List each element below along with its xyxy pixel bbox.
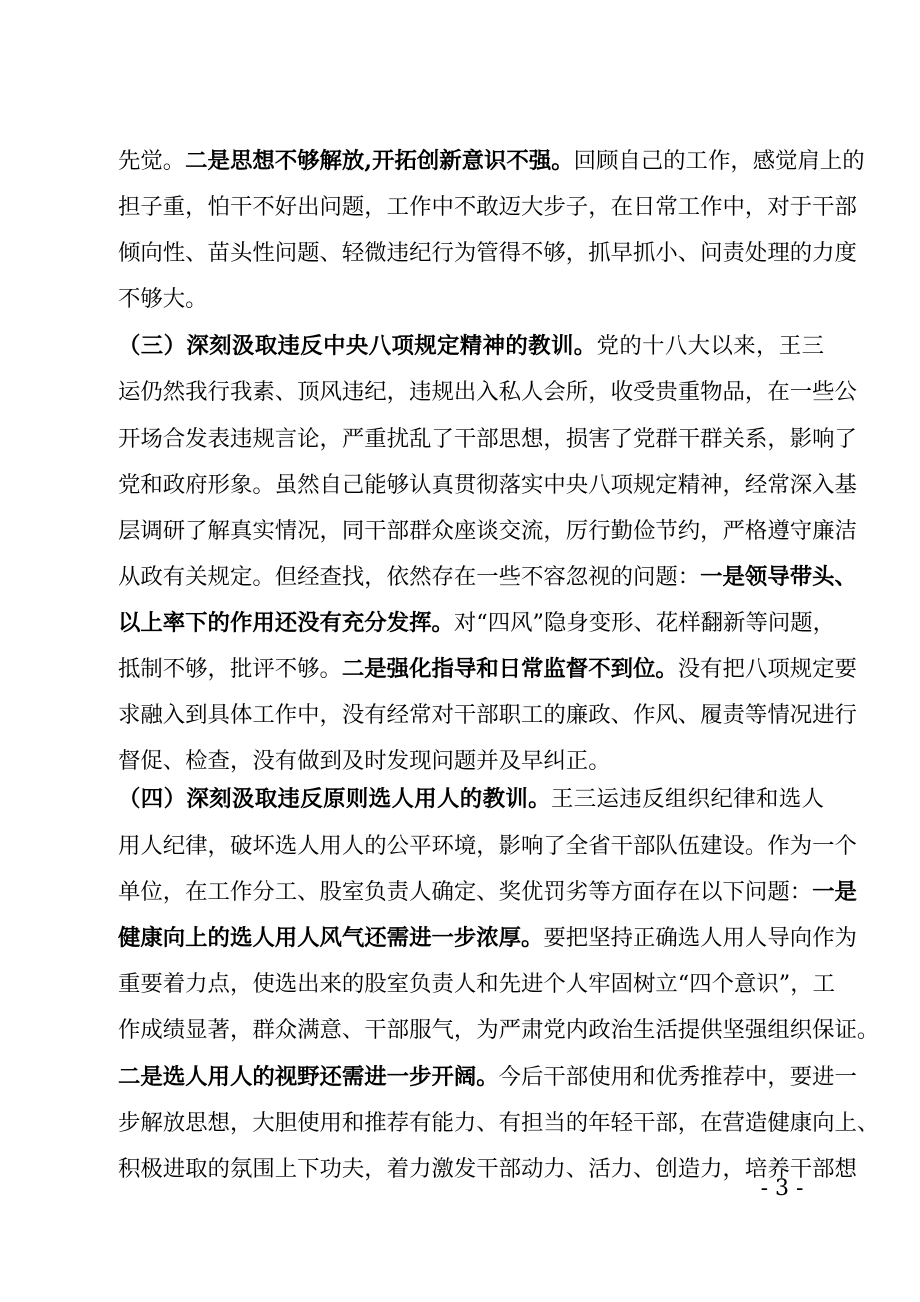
bold-text: （四）深刻汲取违反原则选人用人的教训。 [118, 786, 551, 812]
paragraph-2-line-5 [118, 511, 857, 551]
paragraph-3-line-2 [118, 826, 857, 866]
text: 积极进取的氛围上下功夫，着力激发干部动力、活力、创造力，培养干部想 [118, 1156, 857, 1182]
text: 用人纪律，破坏选人用人的公平环境，影响了全省干部队伍建设。作为一个 [118, 833, 857, 859]
text: 党的十八大以来，王三 [596, 333, 825, 359]
text: 开场合发表违规言论，严重扰乱了干部思想，损害了党群干群关系，影响了 [118, 426, 857, 452]
text: 作成绩显著，群众满意、干部服气，为严肃党内政治生活提供坚强组织保证。 [118, 1017, 880, 1043]
paragraph-3-line-8 [118, 1103, 880, 1143]
paragraph-3-line-4 [118, 918, 857, 958]
text: 担子重，怕干不好出问题，工作中不敢迈大步子，在日常工作中，对于干部 [118, 194, 857, 220]
text: 运仍然我行我素、顶风违纪，违规出入私人会所，收受贵重物品，在一些公 [118, 379, 857, 405]
paragraph-3-line-6 [118, 1010, 880, 1050]
paragraph-3-line-1 [118, 779, 824, 819]
paragraph-3-line-5 [118, 964, 836, 1004]
bold-text: 二是思想不够解放,开拓创新意识不强。 [185, 148, 574, 174]
paragraph-1-line-1 [118, 141, 865, 181]
text: 倾向性、苗头性问题、轻微违纪行为管得不够，抓早抓小、问责处理的力度 [118, 240, 857, 266]
text: 单位，在工作分工、股室负责人确定、奖优罚劣等方面存在以下问题： [118, 879, 813, 905]
text: 抵制不够，批评不够。 [118, 656, 342, 682]
paragraph-2-line-10 [118, 741, 824, 781]
text: 要把坚持正确选人用人导向作为 [543, 925, 857, 951]
page-number: - 3 - [760, 1176, 804, 1201]
bold-text: 二是强化指导和日常监督不到位。 [341, 656, 678, 682]
bold-text: 一是 [812, 879, 857, 905]
paragraph-3-line-7 [118, 1057, 857, 1097]
text: 没有把八项规定要 [677, 656, 857, 682]
paragraph-3-line-3 [118, 872, 857, 912]
paragraph-2-line-1 [118, 326, 824, 366]
paragraph-2-line-2 [118, 372, 857, 412]
text: 先觉。 [118, 148, 186, 174]
text: 层调研了解真实情况，同干部群众座谈交流，厉行勤俭节约，严格遵守廉洁 [118, 518, 857, 544]
text: 党和政府形象。虽然自己能够认真贯彻落实中央八项规定精神，经常深入基 [118, 472, 857, 498]
text: 求融入到具体工作中，没有经常对干部职工的廉政、作风、履责等情况进行 [118, 702, 857, 728]
text: 不够大。 [118, 286, 208, 312]
bold-text: （三）深刻汲取违反中央八项规定精神的教训。 [118, 333, 597, 359]
text: 王三运违反组织纪律和选人 [550, 786, 825, 812]
text: 回顾自己的工作，感觉肩上的 [573, 148, 865, 174]
bold-text: 以上率下的作用还没有充分发挥。 [118, 610, 454, 636]
paragraph-1-line-4 [118, 279, 824, 319]
text: 对“四风”隐身变形、花样翻新等问题， [453, 610, 836, 636]
bold-text: 二是选人用人的视野还需进一步开阔。 [118, 1064, 499, 1090]
bold-text: 一是领导带头、 [700, 564, 857, 590]
paragraph-2-line-7 [118, 603, 836, 643]
text: 今后干部使用和优秀推荐中，要进一 [498, 1064, 857, 1090]
text: 重要着力点，使选出来的股室负责人和先进个人牢固树立“四个意识”，工 [118, 971, 836, 997]
paragraph-1-line-3 [118, 233, 857, 273]
paragraph-3-line-9 [118, 1149, 857, 1189]
paragraph-2-line-4 [118, 465, 857, 505]
paragraph-2-line-6 [118, 557, 857, 597]
paragraph-2-line-9 [118, 695, 857, 735]
text: 步解放思想，大胆使用和推荐有能力、有担当的年轻干部，在营造健康向上、 [118, 1110, 880, 1136]
paragraph-1-line-2 [118, 187, 857, 227]
text: 从政有关规定。但经查找，依然存在一些不容忽视的问题： [118, 564, 701, 590]
text: 督促、检查，没有做到及时发现问题并及早纠正。 [118, 748, 611, 774]
paragraph-2-line-8 [118, 649, 857, 689]
paragraph-2-line-3 [118, 419, 857, 459]
bold-text: 健康向上的选人用人风气还需进一步浓厚。 [118, 925, 544, 951]
